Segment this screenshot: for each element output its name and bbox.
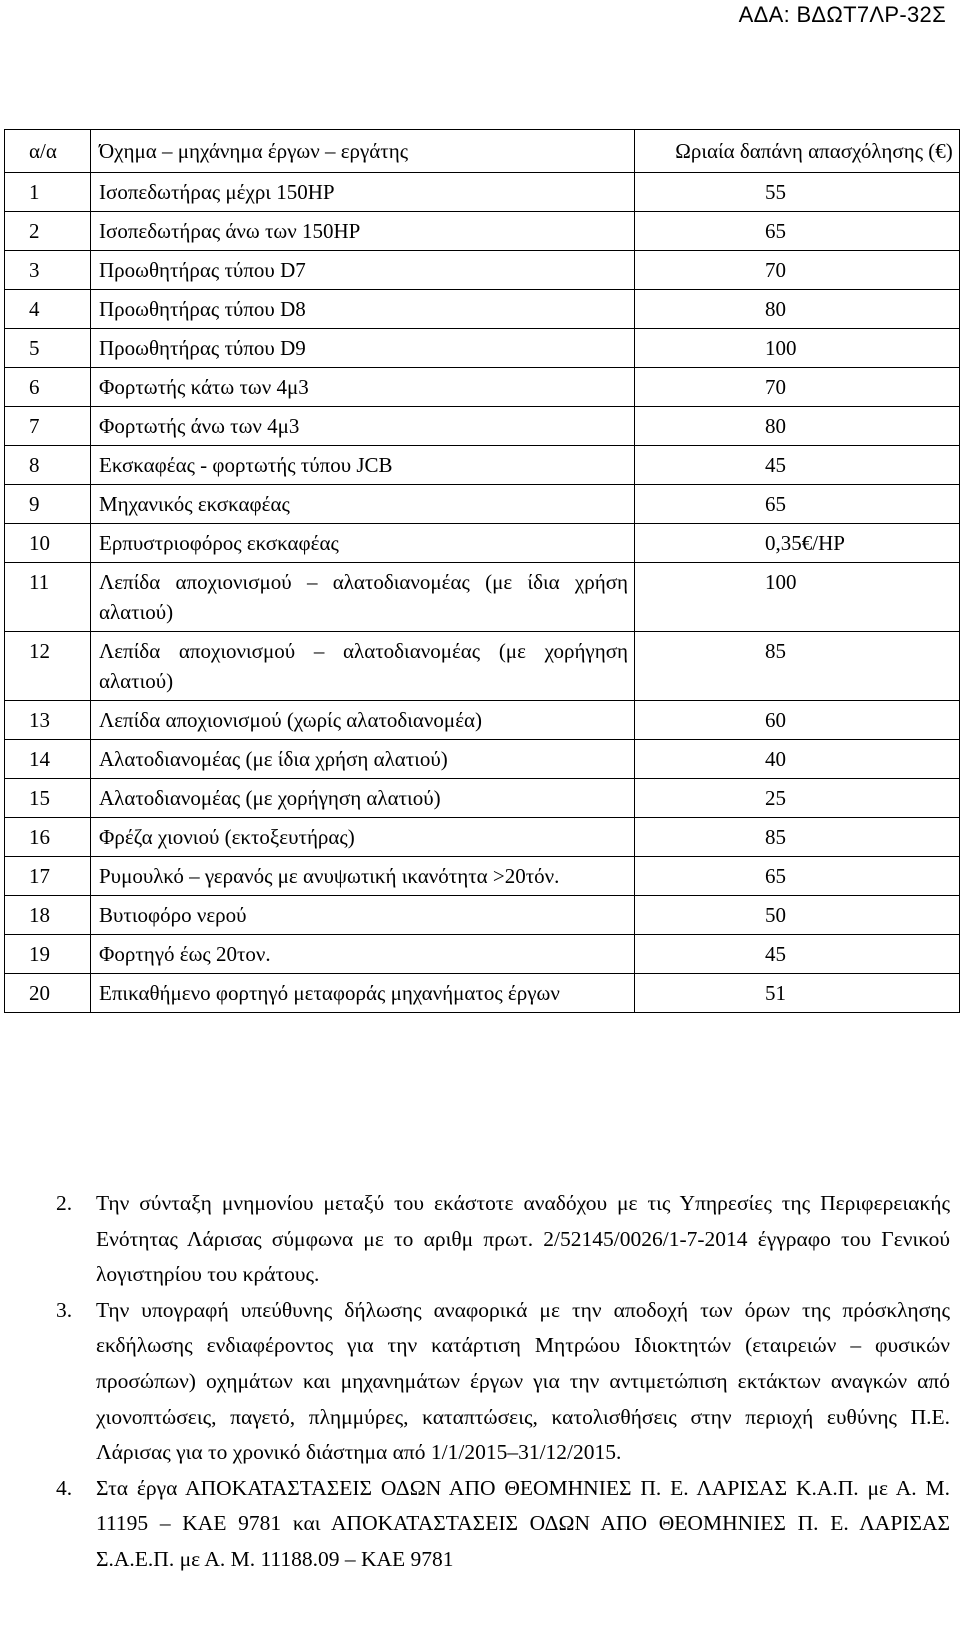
row-name: Ισοπεδωτήρας άνω των 150HP [91,212,635,251]
row-cost: 25 [635,779,960,818]
rates-table [4,129,960,1013]
row-name: Αλατοδιανομέας (με χορήγηση αλατιού) [91,779,635,818]
table-row [5,212,960,251]
table-row [5,290,960,329]
row-name: Φορτηγό έως 20τον. [91,935,635,974]
table-row [5,857,960,896]
row-name: Προωθητήρας τύπου D7 [91,251,635,290]
row-number: 13 [5,701,91,740]
row-name: Φορτωτής κάτω των 4μ3 [91,368,635,407]
table-row [5,446,960,485]
row-cost: 51 [635,974,960,1013]
row-cost: 55 [635,173,960,212]
row-cost: 85 [635,818,960,857]
row-number: 6 [5,368,91,407]
table-row [5,740,960,779]
row-number: 12 [5,632,91,701]
row-name: Λεπίδα αποχιονισμού – αλατοδιανομέας (με χορήγηση αλατιού) [91,632,635,701]
table-row [5,173,960,212]
row-cost: 80 [635,290,960,329]
note-text: Την υπογραφή υπεύθυνης δήλωσης αναφορικά με την αποδοχή των όρων της πρόσκλησης εκδήλωσης ενδιαφέροντος για την κατάρτιση Μητρώου Ιδιοκτητών (εταιρειών – φυσικών προσώπων) οχημάτων και μηχανημάτων έργων για την αντιμετώπιση εκτάκτων αναγκών από χιονοπτώσεις, παγετό, πλημμύρες, καταπτώσεις, κατολισθήσεις στην περιοχή ευθύνης Π.Ε. Λάρισας για το χρονικό διάστημα από 1/1/2015–31/12/2015. [96,1297,950,1465]
row-number: 15 [5,779,91,818]
row-cost: 80 [635,407,960,446]
table-row [5,818,960,857]
row-name: Επικαθήμενο φορτηγό μεταφοράς μηχανήματος έργων [91,974,635,1013]
table-row [5,632,960,701]
table-row [5,329,960,368]
row-cost: 50 [635,896,960,935]
table-body [5,173,960,1013]
row-number: 19 [5,935,91,974]
table-header-row [5,130,960,173]
row-cost: 60 [635,701,960,740]
row-cost: 40 [635,740,960,779]
row-number: 3 [5,251,91,290]
table-row [5,524,960,563]
row-name: Φρέζα χιονιού (εκτοξευτήρας) [91,818,635,857]
header-cost: Ωριαία δαπάνη απασχόλησης (€) [635,130,960,173]
row-name: Αλατοδιανομέας (με ίδια χρήση αλατιού) [91,740,635,779]
header-no: α/α [5,130,91,173]
table-row [5,701,960,740]
table-row [5,896,960,935]
row-number: 18 [5,896,91,935]
row-name: Λεπίδα αποχιονισμού – αλατοδιανομέας (με ίδια χρήση αλατιού) [91,563,635,632]
row-name: Προωθητήρας τύπου D9 [91,329,635,368]
table-row [5,407,960,446]
row-number: 17 [5,857,91,896]
row-name: Ισοπεδωτήρας μέχρι 150HP [91,173,635,212]
row-cost: 85 [635,632,960,701]
table-row [5,485,960,524]
row-number: 5 [5,329,91,368]
row-number: 20 [5,974,91,1013]
row-cost: 70 [635,251,960,290]
note-number: 3. [56,1297,73,1322]
row-number: 10 [5,524,91,563]
note-item [56,1293,950,1471]
note-text: Στα έργα ΑΠΟΚΑΤΑΣΤΑΣΕΙΣ ΟΔΩΝ ΑΠΟ ΘΕΟΜΗΝΙΕΣ Π. Ε. ΛΑΡΙΣΑΣ Κ.Α.Π. με Α. Μ. 11195 – ΚΑΕ 9781 και ΑΠΟΚΑΤΑΣΤΑΣΕΙΣ ΟΔΩΝ ΑΠΟ ΘΕΟΜΗΝΙΕΣ Π. Ε. ΛΑΡΙΣΑΣ Σ.Α.Ε.Π. με Α. Μ. 11188.09 – ΚΑΕ 9781 [96,1475,950,1571]
row-number: 2 [5,212,91,251]
table-row [5,251,960,290]
row-cost: 70 [635,368,960,407]
table-row [5,563,960,632]
row-cost: 100 [635,329,960,368]
row-cost: 65 [635,485,960,524]
row-number: 8 [5,446,91,485]
table-row [5,974,960,1013]
row-cost: 45 [635,446,960,485]
row-number: 16 [5,818,91,857]
table-row [5,779,960,818]
ada-code: ΑΔΑ: ΒΔΩΤ7ΛΡ-32Σ [738,2,946,27]
note-number: 4. [56,1475,73,1500]
row-cost: 0,35€/HP [635,524,960,563]
row-number: 7 [5,407,91,446]
table-row [5,368,960,407]
row-cost: 45 [635,935,960,974]
row-cost: 65 [635,857,960,896]
row-number: 1 [5,173,91,212]
row-number: 14 [5,740,91,779]
row-name: Φορτωτής άνω των 4μ3 [91,407,635,446]
notes-list [56,1186,950,1578]
row-name: Βυτιοφόρο νερού [91,896,635,935]
row-name: Ερπυστριοφόρος εκσκαφέας [91,524,635,563]
row-name: Εκσκαφέας - φορτωτής τύπου JCB [91,446,635,485]
table-row [5,935,960,974]
note-number: 2. [56,1191,73,1215]
row-cost: 100 [635,563,960,632]
note-item [56,1471,950,1578]
row-cost: 65 [635,212,960,251]
row-number: 11 [5,563,91,632]
row-name: Προωθητήρας τύπου D8 [91,290,635,329]
note-text: Την σύνταξη μνημονίου μεταξύ του εκάστοτε αναδόχου με τις Υπηρεσίες της Περιφερειακής Ενότητας Λάρισας σύμφωνα με το αριθμ πρωτ. 2/52145/0026/1-7-2014 έγγραφο του Γενικού λογιστηρίου του κράτους. [96,1191,950,1287]
row-name: Λεπίδα αποχιονισμού (χωρίς αλατοδιανομέα) [91,701,635,740]
note-item [56,1186,950,1293]
row-name: Μηχανικός εκσκαφέας [91,485,635,524]
row-name: Ρυμουλκό – γερανός με ανυψωτική ικανότητα >20τόν. [91,857,635,896]
header-name: Όχημα – μηχάνημα έργων – εργάτης [91,130,635,173]
row-number: 9 [5,485,91,524]
row-number: 4 [5,290,91,329]
